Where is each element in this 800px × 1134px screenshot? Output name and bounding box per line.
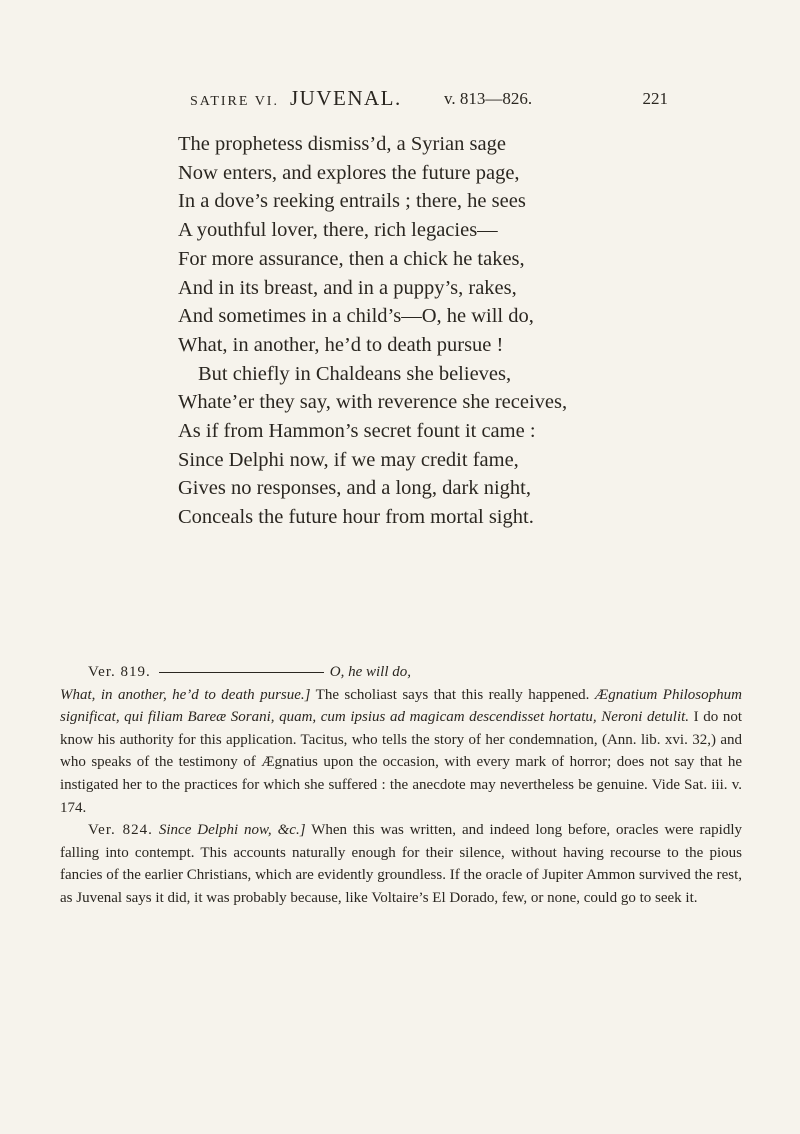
line-range: v. 813—826. bbox=[444, 89, 533, 108]
satire-number: SATIRE VI. bbox=[190, 94, 279, 109]
note-lemma: What, in another, he’d to death pursue.] bbox=[60, 686, 311, 703]
verse-line: Whate’er they say, with reverence she receives, bbox=[178, 391, 568, 414]
dash-rule bbox=[159, 672, 324, 673]
footnotes bbox=[60, 661, 742, 910]
verse-block bbox=[178, 130, 698, 532]
note-lemma: O, he will do, bbox=[329, 664, 411, 680]
verse-line: What, in another, he’d to death pursue ! bbox=[178, 333, 504, 356]
verse-line: Now enters, and explores the future page, bbox=[178, 161, 520, 184]
verse-line: The prophetess dismiss’d, a Syrian sage bbox=[178, 133, 506, 155]
verse-line: Gives no responses, and a long, dark night, bbox=[178, 477, 531, 500]
verse-line: And in its breast, and in a puppy’s, rakes, bbox=[178, 276, 517, 299]
verse-line: And sometimes in a child’s—O, he will do, bbox=[178, 305, 534, 328]
note-heading bbox=[88, 664, 411, 680]
verse-line: Conceals the future hour from mortal sight. bbox=[178, 506, 534, 529]
verse-line: A youthful lover, there, rich legacies— bbox=[178, 219, 498, 242]
verse-line: But chiefly in Chaldeans she believes, bbox=[198, 362, 512, 385]
note-label: Ver. 824. bbox=[88, 822, 153, 839]
running-head bbox=[190, 86, 668, 116]
note-ver-824 bbox=[60, 819, 742, 909]
verse-line: As if from Hammon’s secret fount it came : bbox=[178, 420, 536, 443]
note-text: The scholiast says that this really happened. bbox=[310, 686, 595, 703]
note-ver-819 bbox=[60, 661, 742, 819]
latin-quotation: Ægnatium Philosophum significat, qui filiam Bareæ Sorani, quam, cum ipsius ad magicam descendisset hortatu, Neroni detulit. bbox=[60, 686, 742, 726]
verse-line: Since Delphi now, if we may credit fame, bbox=[178, 448, 519, 471]
page-number: 221 bbox=[642, 89, 668, 108]
verse-line: In a dove’s reeking entrails ; there, he sees bbox=[178, 190, 526, 213]
note-lemma: Since Delphi now, &c.] bbox=[158, 822, 306, 839]
note-text: I do not know his authority for this application. Tacitus, who tells the story of her condemnation, (Ann. lib. xvi. 32,) and who speaks of the testimony of Ægnatius upon the occasion, with every mark of horror; does not say that he instigated her to the practices for which she suffered : the anecdote may nevertheless be genuine. Vide Sat. iii. v. 174. bbox=[60, 709, 742, 816]
note-label: Ver. 819. bbox=[88, 664, 151, 680]
verse-line: For more assurance, then a chick he takes, bbox=[178, 247, 525, 270]
author-name: JUVENAL. bbox=[290, 86, 402, 110]
note-text: When this was written, and indeed long before, oracles were rapidly falling into contempt. This accounts naturally enough for their silence, without having recourse to the pious fancies of the earlier Christians, which are evidently groundless. If the oracle of Jupiter Ammon survived the rest, as Juvenal says it did, it was probably because, like Voltaire’s El Dorado, few, or none, could go to seek it. bbox=[60, 822, 743, 906]
